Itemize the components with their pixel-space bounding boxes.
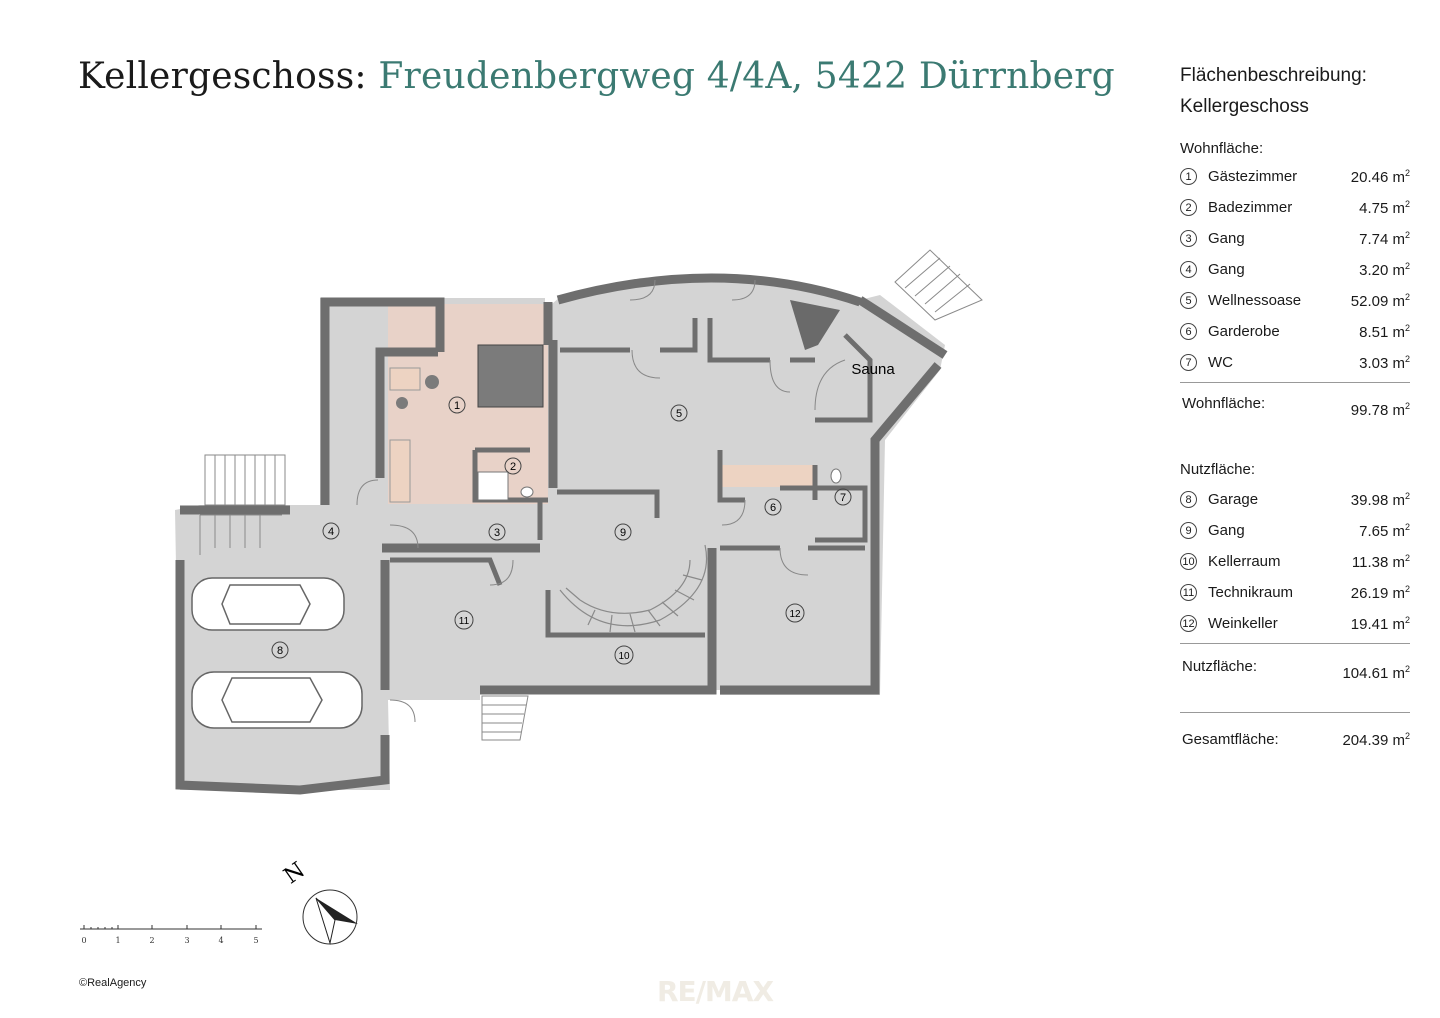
divider xyxy=(1180,712,1410,713)
room-name: Wellnessoase xyxy=(1208,292,1302,309)
scale-ticks xyxy=(84,925,256,929)
shower-icon xyxy=(478,472,508,500)
room-area: 39.98 $m^2$ xyxy=(1350,490,1410,509)
stairs-bottom xyxy=(482,696,528,740)
area-row xyxy=(1180,515,1410,546)
scale-bar xyxy=(80,925,262,929)
room-name: Technikraum xyxy=(1208,584,1294,601)
scale-label: 1 xyxy=(115,936,121,945)
room-area: 4.75 $m^2$ xyxy=(1359,198,1410,217)
wohn-total-value: 99.78 m xyxy=(1350,402,1405,419)
wardrobe-icon xyxy=(390,440,410,502)
copyright: ©RealAgency xyxy=(79,977,147,989)
gesamt-total-value: 204.39 m xyxy=(1342,732,1405,749)
svg-text:12: 12 xyxy=(789,609,801,620)
scale-label: 2 xyxy=(149,936,155,945)
svg-text:1: 1 xyxy=(453,400,461,412)
room-number-badge: 3 xyxy=(1180,230,1197,247)
room-number-badge: 5 xyxy=(1180,292,1197,309)
unit-exponent: 2 xyxy=(1404,401,1410,411)
scale-label: 3 xyxy=(184,936,190,945)
room-number-badge: 12 xyxy=(1180,615,1197,632)
svg-text:11: 11 xyxy=(458,616,470,627)
wohn-total-label: Wohnfläche: xyxy=(1182,395,1266,412)
room-name: Gästezimmer xyxy=(1208,168,1298,185)
car-icon xyxy=(192,672,362,728)
bed-icon xyxy=(478,345,543,407)
room-name: Badezimmer xyxy=(1208,199,1293,216)
cabinet-fill xyxy=(720,465,815,487)
svg-text:5: 5 xyxy=(675,408,683,420)
svg-text:6: 6 xyxy=(769,502,777,514)
area-row xyxy=(1180,484,1410,515)
svg-text:2: 2 xyxy=(509,461,517,473)
area-panel xyxy=(1180,60,1410,749)
wohn-section-label: Wohnfläche: xyxy=(1180,140,1264,157)
area-row xyxy=(1180,608,1410,639)
scale-label: 5 xyxy=(253,936,259,945)
room-name: Weinkeller xyxy=(1208,615,1278,632)
panel-heading xyxy=(1180,60,1410,122)
area-row xyxy=(1180,316,1410,347)
room-number-badge: 6 xyxy=(1180,323,1197,340)
gesamt-total-label: Gesamtfläche: xyxy=(1182,731,1279,748)
room-area: 7.74 $m^2$ xyxy=(1359,229,1410,248)
divider xyxy=(1180,382,1410,383)
room-area: 8.51 $m^2$ xyxy=(1359,322,1410,341)
room-name: Garderobe xyxy=(1208,323,1280,340)
unit-exponent: 2 xyxy=(1404,731,1410,741)
room-name: WC xyxy=(1208,354,1233,371)
north-label: N xyxy=(279,857,310,890)
nutz-total-row xyxy=(1180,658,1410,682)
title-address: Freudenbergweg 4/4A, 5422 Dürrnberg xyxy=(378,56,1115,97)
nutz-total-value: 104.61 m xyxy=(1342,665,1405,682)
wohn-list xyxy=(1180,161,1410,378)
svg-text:4: 4 xyxy=(327,526,335,538)
divider xyxy=(1180,643,1410,644)
gesamt-total-row xyxy=(1180,731,1410,749)
scale-label: 0 xyxy=(81,936,87,945)
room-area: 19.41 $m^2$ xyxy=(1350,614,1410,633)
stairs-top-right xyxy=(895,250,982,320)
room-number-badge: 8 xyxy=(1180,491,1197,508)
room-name: Gang xyxy=(1208,230,1245,247)
nutz-section-label: Nutzfläche: xyxy=(1180,461,1256,478)
area-row xyxy=(1180,285,1410,316)
room-number-badge: 10 xyxy=(1180,553,1197,570)
room-area: 20.46 $m^2$ xyxy=(1350,167,1410,186)
area-row xyxy=(1180,347,1410,378)
room-name: Gang xyxy=(1208,522,1245,539)
panel-heading-line: Kellergeschoss xyxy=(1180,96,1309,117)
title-prefix: Kellergeschoss: xyxy=(78,56,367,97)
desk-icon xyxy=(390,368,420,390)
area-row xyxy=(1180,223,1410,254)
room-number-badge: 9 xyxy=(1180,522,1197,539)
room-name: Kellerraum xyxy=(1208,553,1281,570)
panel-heading-line: Flächenbeschreibung: xyxy=(1180,65,1367,86)
area-row xyxy=(1180,254,1410,285)
room-area: 7.65 $m^2$ xyxy=(1359,521,1410,540)
nutz-total-label: Nutzfläche: xyxy=(1182,658,1258,675)
room-number-badge: 1 xyxy=(1180,168,1197,185)
room-area: 3.03 $m^2$ xyxy=(1359,353,1410,372)
chair-icon xyxy=(425,375,439,389)
car-icon xyxy=(192,578,344,630)
area-row xyxy=(1180,546,1410,577)
scale-labels xyxy=(81,936,258,945)
room-area: 52.09 $m^2$ xyxy=(1350,291,1410,310)
toilet-icon xyxy=(521,487,533,497)
room-area: 26.19 $m^2$ xyxy=(1350,583,1410,602)
svg-text:8: 8 xyxy=(276,645,284,657)
svg-text:3: 3 xyxy=(493,527,501,539)
room-number-badge: 2 xyxy=(1180,199,1197,216)
area-row xyxy=(1180,161,1410,192)
room-name: Gang xyxy=(1208,261,1245,278)
room-name: Garage xyxy=(1208,491,1259,508)
north-arrow xyxy=(280,858,358,944)
watermark-logo: RE/MAX xyxy=(657,975,774,1008)
wohn-total-row xyxy=(1180,395,1410,419)
toilet-icon xyxy=(831,469,841,483)
svg-text:7: 7 xyxy=(839,492,847,504)
sauna-label: Sauna xyxy=(851,361,895,378)
room-area: 11.38 $m^2$ xyxy=(1351,552,1410,571)
scale-label: 4 xyxy=(218,936,224,945)
unit-exponent: 2 xyxy=(1404,664,1410,674)
room-area: 3.20 $m^2$ xyxy=(1359,260,1410,279)
nutz-list xyxy=(1180,484,1410,639)
room-number-badge: 11 xyxy=(1180,584,1197,601)
chair-icon xyxy=(396,397,408,409)
svg-text:9: 9 xyxy=(619,527,627,539)
room-number-badge: 4 xyxy=(1180,261,1197,278)
area-row xyxy=(1180,192,1410,223)
room-number-badge: 7 xyxy=(1180,354,1197,371)
area-row xyxy=(1180,577,1410,608)
svg-text:10: 10 xyxy=(618,651,630,662)
